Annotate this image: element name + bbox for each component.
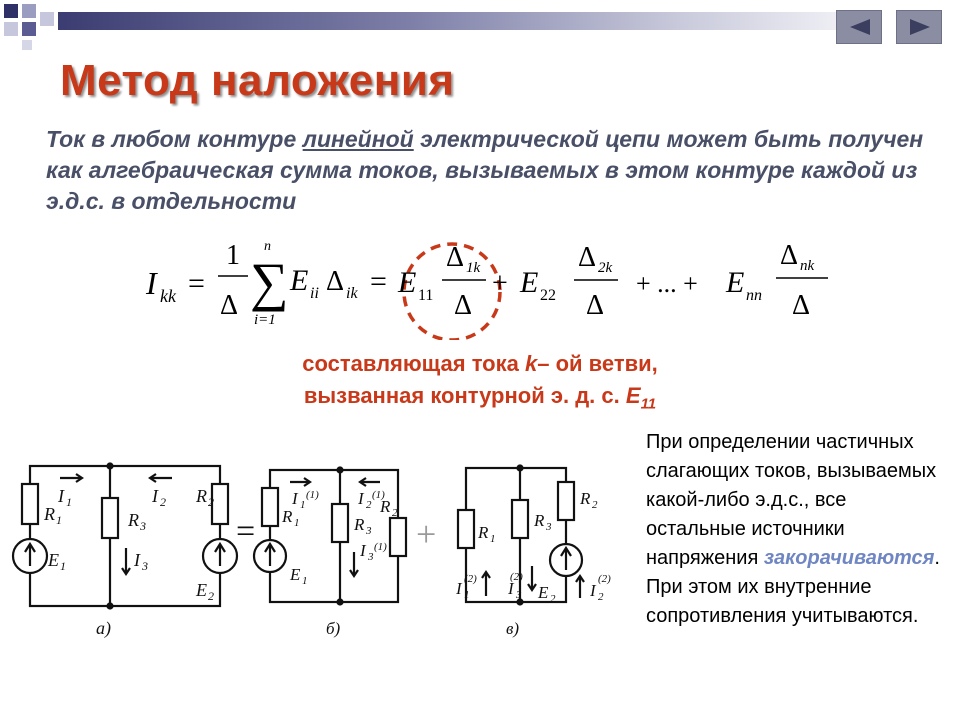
svg-text:(2): (2) xyxy=(510,571,523,583)
svg-text:(1): (1) xyxy=(374,541,387,553)
d-denom-3: Δ xyxy=(792,290,811,321)
svg-text:(1): (1) xyxy=(372,489,385,501)
svg-text:I: I xyxy=(590,581,596,600)
resistor-r2 xyxy=(212,484,228,524)
svg-text:3: 3 xyxy=(368,551,374,563)
svg-text:1: 1 xyxy=(56,513,62,527)
e22: E xyxy=(520,266,539,299)
svg-text:E: E xyxy=(196,580,207,600)
enn: E xyxy=(726,266,745,299)
svg-text:3: 3 xyxy=(366,525,372,537)
d1k-sub: 1k xyxy=(466,260,481,276)
svg-text:1: 1 xyxy=(66,495,72,509)
intro-text xyxy=(46,124,926,217)
e11-sub: 11 xyxy=(418,287,434,304)
formula-caption xyxy=(200,348,760,420)
svg-text:R: R xyxy=(196,486,207,506)
svg-text:I: I xyxy=(134,550,140,570)
side-note: При определении частичных слагающих токов, вызываемых какой-либо э.д.с., все остальные источники напряжения закорачиваются. При этом их внутренние сопротивления учитываются. xyxy=(646,431,940,627)
intro-underlined: линейной xyxy=(302,126,414,152)
svg-text:2: 2 xyxy=(366,499,372,511)
sum-sign: ∑ xyxy=(250,252,289,312)
svg-text:I: I xyxy=(456,579,462,598)
deco-square xyxy=(22,4,36,18)
svg-text:3: 3 xyxy=(516,589,522,601)
caption-line-2: вызванная контурной э. д. с. $E_{11}$ xyxy=(303,383,657,413)
dnk-sub: nk xyxy=(800,258,815,274)
svg-text:I: I xyxy=(152,486,158,506)
resistor-r1 xyxy=(22,484,38,524)
svg-text:в): в) xyxy=(506,619,520,638)
deco-square xyxy=(22,22,36,36)
header-gradient-bar xyxy=(58,12,838,30)
prev-slide-button[interactable] xyxy=(836,10,882,44)
top-decoration xyxy=(0,0,960,52)
e22-sub: 22 xyxy=(540,287,556,304)
svg-text:2: 2 xyxy=(208,589,214,603)
formula-one: 1 xyxy=(226,240,240,271)
svg-text:2: 2 xyxy=(160,495,166,509)
triangle-right-icon xyxy=(906,17,932,37)
svg-text:2: 2 xyxy=(392,507,398,519)
svg-text:1: 1 xyxy=(464,589,470,601)
circuit-b xyxy=(254,468,406,639)
term-e: E xyxy=(290,264,309,297)
deco-square xyxy=(4,22,18,36)
svg-text:I: I xyxy=(292,489,298,508)
ellipsis: + ... + xyxy=(636,269,698,298)
svg-text:E: E xyxy=(290,565,301,584)
svg-text:R: R xyxy=(128,510,139,530)
svg-text:2: 2 xyxy=(592,499,598,511)
circuit-c xyxy=(455,466,611,639)
svg-text:2: 2 xyxy=(208,495,214,509)
d-denom-2: Δ xyxy=(586,290,605,321)
formula-lhs: I xyxy=(146,265,157,301)
deco-square xyxy=(22,40,32,50)
dnk: Δ xyxy=(780,240,799,271)
svg-text:3: 3 xyxy=(140,519,146,533)
svg-text:б): б) xyxy=(326,619,341,638)
svg-text:R: R xyxy=(580,489,591,508)
next-slide-button[interactable] xyxy=(896,10,942,44)
enn-sub: nn xyxy=(746,287,762,304)
term-delta-sub: ik xyxy=(346,285,358,302)
sum-bottom: i=1 xyxy=(254,312,276,328)
e11: E xyxy=(398,266,417,299)
highlight-word: закорачиваются xyxy=(763,547,935,569)
term-e-sub: ii xyxy=(310,285,319,302)
resistor-r3 xyxy=(102,498,118,538)
sum-top: n xyxy=(264,239,271,254)
d-denom-1: Δ xyxy=(454,290,473,321)
svg-text:2: 2 xyxy=(598,591,604,603)
equals-sign: = xyxy=(236,513,256,550)
plus-1: + xyxy=(492,268,508,299)
svg-text:R: R xyxy=(478,523,489,542)
svg-text:1: 1 xyxy=(60,559,66,573)
svg-text:I: I xyxy=(358,489,364,508)
svg-text:R: R xyxy=(282,507,293,526)
svg-text:2: 2 xyxy=(550,593,556,605)
slide-title: Метод наложения xyxy=(60,56,455,105)
formula-equals-1: = xyxy=(188,267,205,300)
svg-text:(2): (2) xyxy=(598,573,611,585)
superposition-formula xyxy=(140,230,860,340)
d2k-sub: 2k xyxy=(598,260,613,276)
deco-square xyxy=(40,12,54,26)
intro-part2: электрической цепи может быть получен как алгебраическая сумма токов, вызываемых в этом контуре каждой из э.д.с. в отдельности xyxy=(46,126,924,214)
svg-text:(1): (1) xyxy=(306,489,319,501)
svg-text:1: 1 xyxy=(300,499,306,511)
term-delta: Δ xyxy=(326,266,345,297)
svg-text:а): а) xyxy=(96,618,111,638)
svg-text:3: 3 xyxy=(546,521,552,533)
circuit-diagrams xyxy=(0,448,640,648)
svg-text:R: R xyxy=(44,504,55,524)
intro-part1: Ток в любом контуре xyxy=(46,126,303,152)
svg-text:R: R xyxy=(380,497,391,516)
svg-text:E: E xyxy=(538,583,549,602)
svg-text:3: 3 xyxy=(142,559,148,573)
plus-sign: + xyxy=(416,514,437,554)
svg-text:(2): (2) xyxy=(464,573,477,585)
d2k: Δ xyxy=(578,242,597,273)
svg-text:I: I xyxy=(508,579,514,598)
svg-text:R: R xyxy=(534,511,545,530)
svg-text:1: 1 xyxy=(294,517,300,529)
svg-text:R: R xyxy=(354,515,365,534)
triangle-left-icon xyxy=(846,17,872,37)
d1k: Δ xyxy=(446,242,465,273)
svg-text:I: I xyxy=(58,486,64,506)
svg-text:I: I xyxy=(360,541,366,560)
svg-text:1: 1 xyxy=(302,575,308,587)
formula-equals-2: = xyxy=(370,265,387,298)
deco-square xyxy=(4,4,18,18)
formula-delta-1: Δ xyxy=(220,290,239,321)
svg-text:E: E xyxy=(48,550,59,570)
circuit-a xyxy=(13,464,237,640)
caption-line-1: составляющая тока k– ой ветви, xyxy=(302,351,658,376)
svg-text:1: 1 xyxy=(490,533,496,545)
formula-lhs-sub: kk xyxy=(160,286,176,306)
